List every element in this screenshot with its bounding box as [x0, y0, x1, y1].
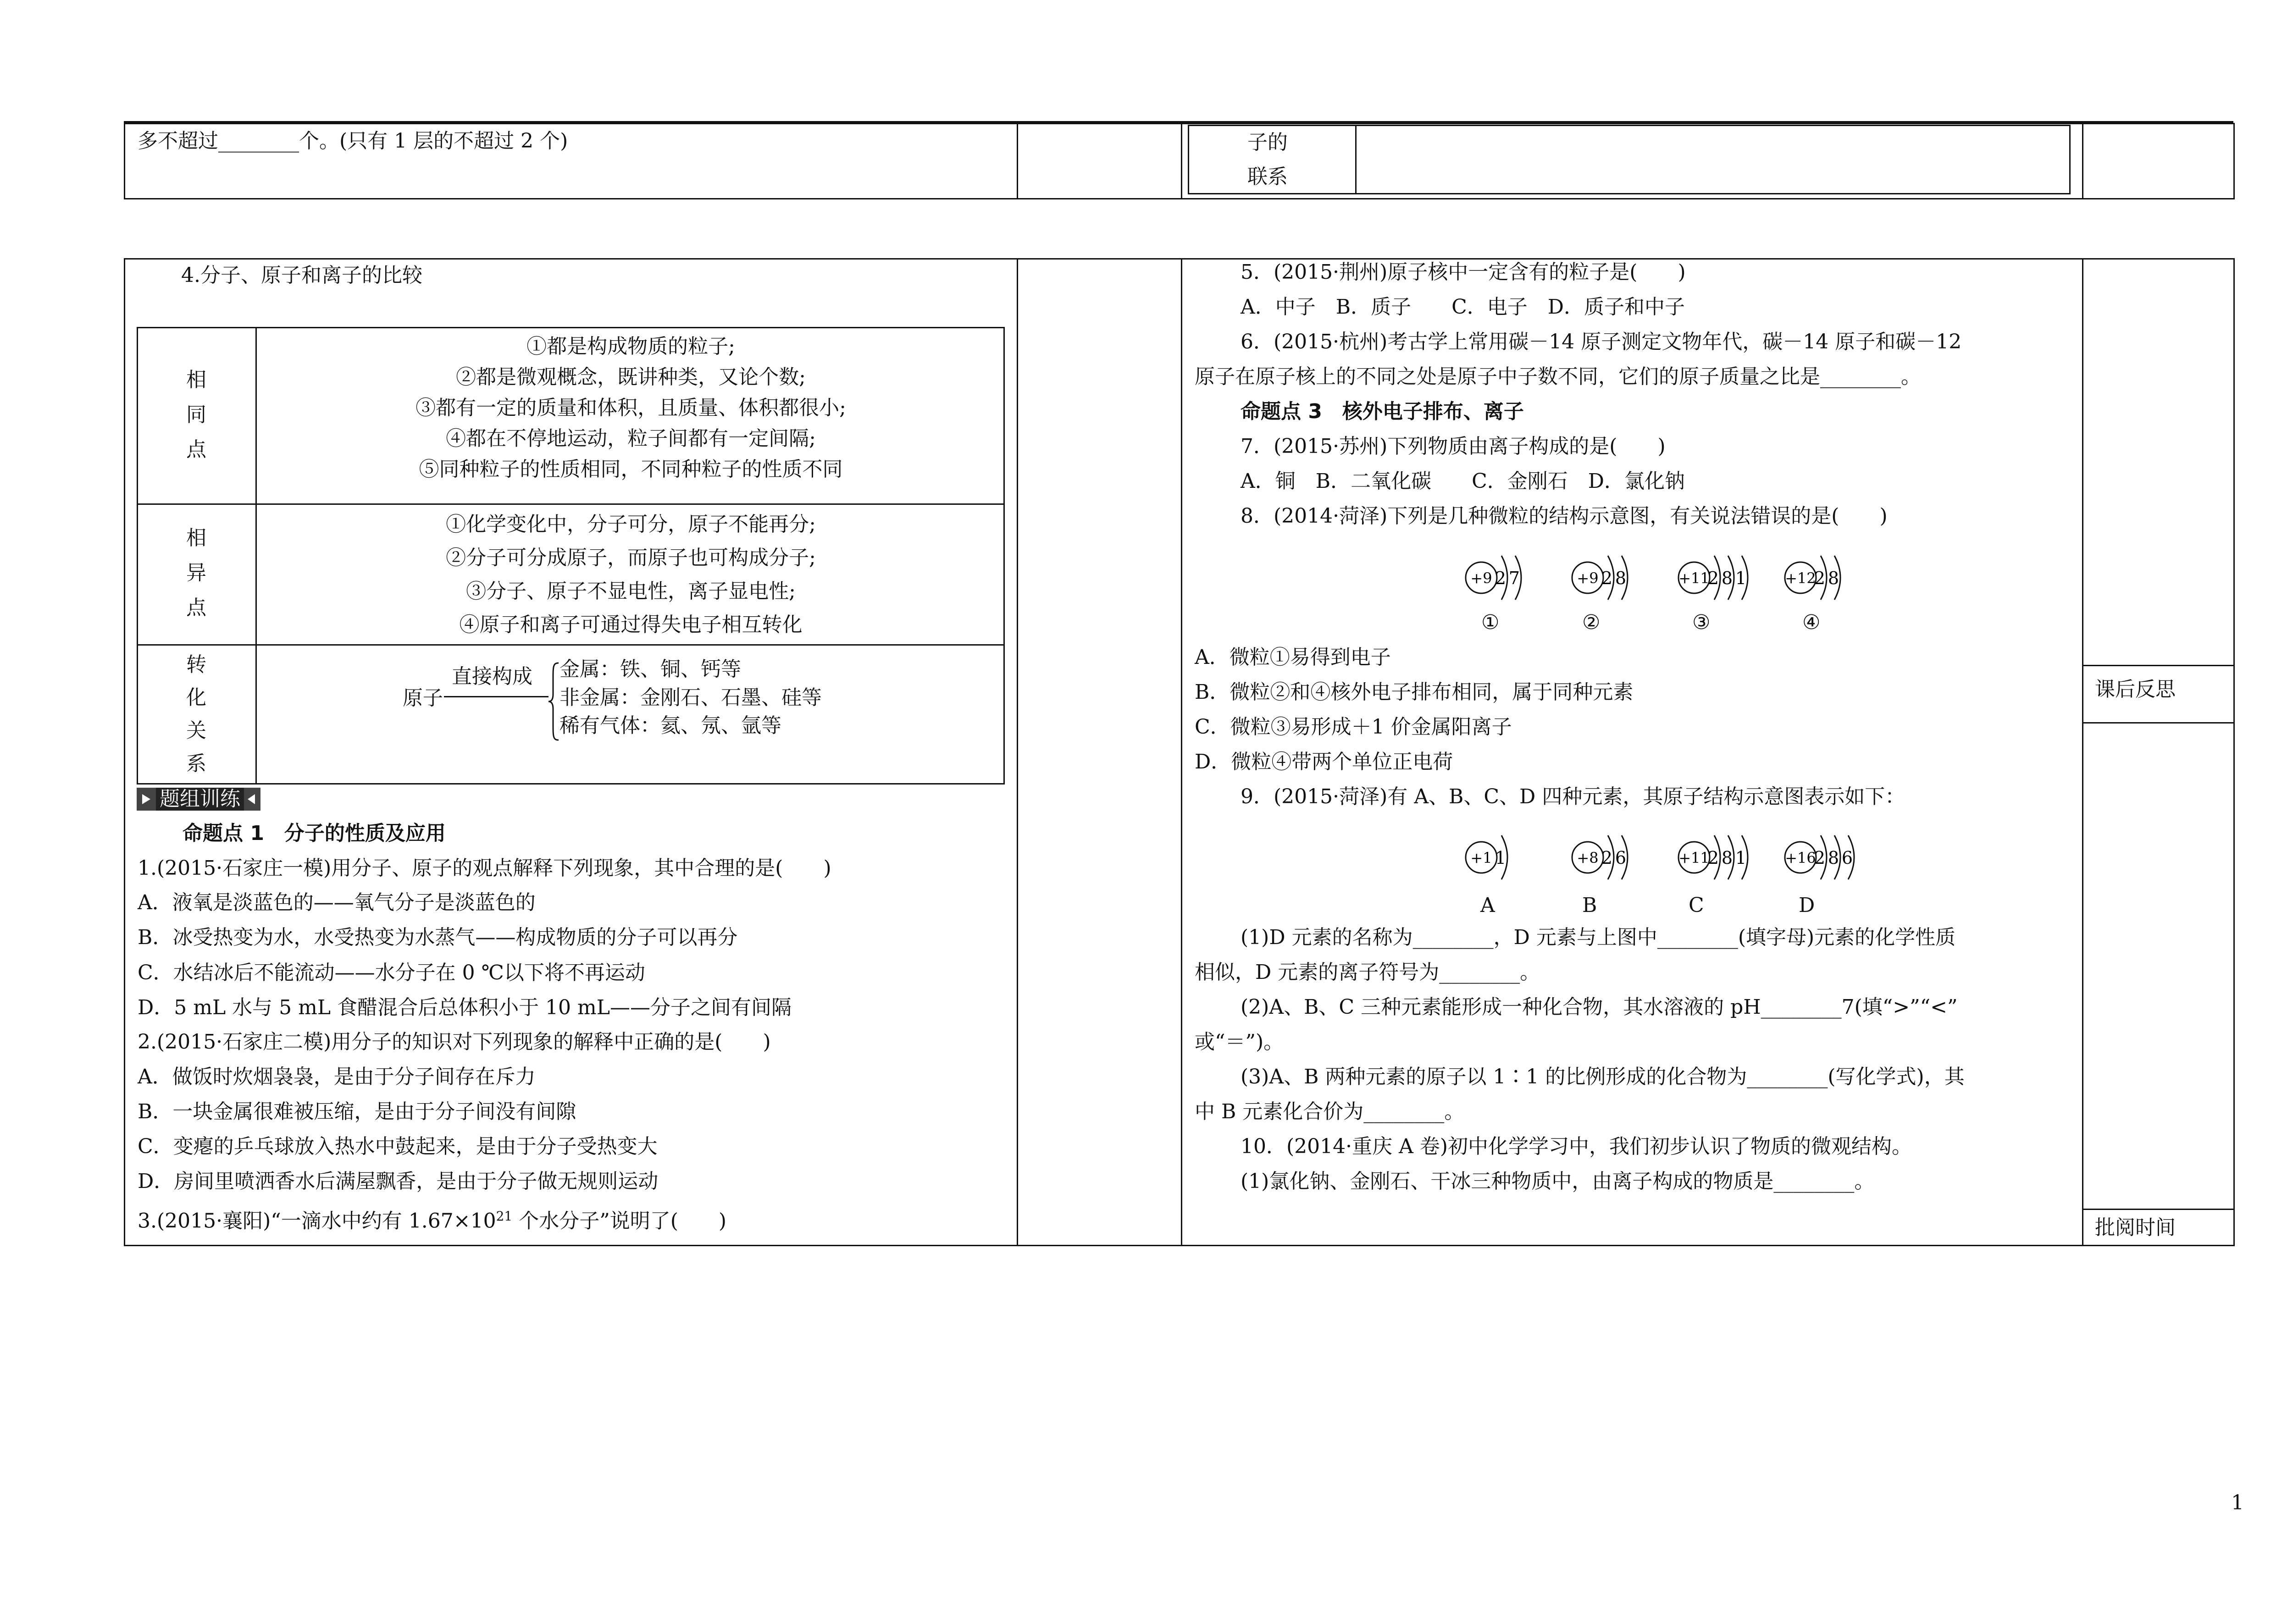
question-9-sub2-line2: 或“＝”)。	[1195, 1030, 1284, 1054]
question-2-option-c: C．变瘪的乒乓球放入热水中鼓起来，是由于分子受热变大	[138, 1135, 658, 1158]
q9-nucleus-charge-1: +1	[1470, 849, 1492, 867]
question-6-line-2: 原子在原子核上的不同之处是原子中子数不同，它们的原子质量之比是________。	[1195, 365, 1921, 388]
q9-nucleus-charge-3: +11	[1678, 849, 1710, 867]
q9-shell-electrons-4-2: 8	[1828, 848, 1839, 868]
q8-shell-electrons-3-2: 8	[1721, 568, 1733, 588]
question-7-stem: 7．(2015·苏州)下列物质由离子构成的是( )	[1241, 435, 1666, 458]
question-1-option-b: B．冰受热变为水，水受热变为水蒸气——构成物质的分子可以再分	[138, 926, 738, 949]
q8-particle-3	[1678, 556, 1748, 600]
page-number: 1	[2231, 1491, 2244, 1514]
q8-particle-4	[1785, 556, 1840, 600]
q9-particle-3	[1678, 835, 1748, 879]
q8-shell-electrons-3-1: 2	[1707, 568, 1719, 588]
topic-1-title: 命题点 1 分子的性质及应用	[183, 822, 446, 845]
q9-nucleus-charge-4: +16	[1785, 849, 1816, 867]
question-1-option-d: D．5 mL 水与 5 mL 食醋混合后总体积小于 10 mL——分子之间有间隔	[138, 996, 792, 1019]
row-same-lines: ①都是构成物质的粒子; ②都是微观概念，既讲种类，又论个数; ③都有一定的质量和体积，且质量、体积都很小; ④都在不停地运动，粒子间都有一定间隔; ⑤同种粒子的性质相同，不同种粒子的性质不同	[415, 335, 846, 481]
comparison-heading: 4.分子、原子和离子的比较	[181, 264, 422, 287]
section-tag	[137, 788, 260, 811]
q8-shell-electrons-4-2: 8	[1828, 568, 1839, 588]
diagram-brace	[547, 660, 560, 743]
q8-nucleus-charge-4: +12	[1785, 569, 1816, 587]
diagram-branch-metal: 金属：铁、铜、钙等	[559, 657, 741, 681]
link-label-2: 联系	[1247, 165, 1288, 188]
play-icon	[137, 788, 156, 811]
q8-shell-electrons-1-2: 7	[1508, 568, 1520, 588]
question-10-stem: 10．(2014·重庆 A 卷)初中化学学习中，我们初步认识了物质的微观结构。	[1241, 1135, 1912, 1158]
section-tag-label: 题组训练	[156, 788, 244, 811]
question-2-option-d: D．房间里喷洒香水后满屋飘香，是由于分子做无规则运动	[138, 1170, 659, 1193]
q8-nucleus-charge-1: +9	[1470, 569, 1492, 587]
q8-svg	[1458, 546, 1871, 610]
q8-label-3: ③	[1692, 611, 1711, 634]
row-label-diff: 相 异 点	[186, 526, 206, 619]
question-3-stem: 3.(2015·襄阳)“一滴水中约有 $1.67\times 10^{21}$ 个水分子”说明了( )	[138, 1209, 727, 1233]
q9-shell-electrons-3-3: 1	[1735, 848, 1747, 868]
q8-particle-2	[1572, 556, 1628, 600]
q8-label-2: ②	[1582, 611, 1601, 634]
q9-particle-2	[1572, 835, 1628, 879]
q9-nucleus-charge-2: +8	[1577, 849, 1599, 867]
question-2-option-a: A．做饭时炊烟袅袅，是由于分子间存在斥力	[138, 1065, 536, 1088]
question-8-option-c: C．微粒③易形成＋1 价金属阳离子	[1195, 715, 1512, 739]
diagram-arrow-label: 直接构成	[452, 665, 532, 688]
question-8-option-b: B．微粒②和④核外电子排布相同，属于同种元素	[1195, 680, 1634, 704]
q9-label-b: B	[1582, 894, 1597, 917]
question-9-sub2-line1: (2)A、B、C 三种元素能形成一种化合物，其水溶液的 pH________7(填“>”“<”	[1241, 995, 1958, 1019]
question-8-stem: 8．(2014·菏泽)下列是几种微粒的结构示意图，有关说法错误的是( )	[1241, 504, 1888, 528]
q9-shell-electrons-3-2: 8	[1721, 848, 1733, 868]
question-7-options: A．铜 B．二氧化碳 C．金刚石 D．氯化钠	[1241, 470, 1685, 493]
diagram-arrow-line	[444, 696, 548, 697]
question-9-sub1-line2: 相似，D 元素的离子符号为________。	[1195, 961, 1540, 984]
q9-svg	[1458, 825, 1871, 889]
q8-particle-1	[1466, 556, 1521, 600]
q8-nucleus-charge-3: +11	[1678, 569, 1710, 587]
question-10-sub1: (1)氯化钠、金刚石、干冰三种物质中，由离子构成的物质是________。	[1241, 1170, 1875, 1193]
row-label-transform: 转 化 关 系	[186, 653, 206, 775]
question-8-option-d: D．微粒④带两个单位正电荷	[1195, 750, 1453, 773]
q9-shell-electrons-3-1: 2	[1707, 848, 1719, 868]
back-arrow-icon	[244, 788, 260, 811]
review-time: 批阅时间	[2095, 1216, 2176, 1239]
question-2-option-b: B．一块金属很难被压缩，是由于分子间没有间隙	[138, 1100, 576, 1123]
question-9-sub1-line1: (1)D 元素的名称为________，D 元素与上图中________(填字母)元素的化学性质	[1241, 926, 1956, 949]
q9-particle-4	[1785, 835, 1854, 879]
q8-shell-electrons-4-1: 2	[1814, 568, 1826, 588]
top-table-bottom	[124, 198, 2233, 199]
question-6-line-1: 6．(2015·杭州)考古学上常用碳－14 原子测定文物年代，碳－14 原子和碳－12	[1241, 330, 1962, 354]
question-8-option-a: A．微粒①易得到电子	[1195, 646, 1391, 669]
q9-label-c: C	[1689, 894, 1704, 917]
after-class-reflection: 课后反思	[2095, 678, 2176, 701]
q9-particle-1	[1466, 835, 1507, 879]
q8-shell-electrons-2-1: 2	[1601, 568, 1613, 588]
q8-label-4: ④	[1802, 611, 1821, 634]
row-diff-lines: ①化学变化中，分子可分，原子不能再分; ②分子可分成原子，而原子也可构成分子; ③分子、原子不显电性，离子显电性; ④原子和离子可通过得失电子相互转化	[446, 513, 816, 636]
question-1-option-a: A．液氧是淡蓝色的——氧气分子是淡蓝色的	[138, 891, 536, 914]
q9-shell-electrons-1-1: 1	[1495, 848, 1507, 868]
question-9-sub3-line2: 中 B 元素化合价为________。	[1195, 1100, 1465, 1123]
q9-shell-electrons-4-1: 2	[1814, 848, 1826, 868]
diagram-start-atom: 原子	[403, 686, 443, 710]
question-1-stem: 1.(2015·石家庄一模)用分子、原子的观点解释下列现象，其中合理的是( )	[138, 856, 831, 880]
question-1-option-c: C．水结冰后不能流动——水分子在 0 ℃以下将不再运动	[138, 961, 645, 984]
q9-shell-electrons-4-3: 6	[1841, 848, 1853, 868]
inner-link-box	[1188, 125, 2071, 194]
top-table-top	[124, 123, 2233, 124]
q8-label-1: ①	[1481, 611, 1500, 634]
question-9-stem: 9．(2015·菏泽)有 A、B、C、D 四种元素，其原子结构示意图表示如下：	[1241, 785, 1905, 808]
q9-label-d: D	[1799, 894, 1815, 917]
question-5-stem: 5．(2015·荆州)原子核中一定含有的粒子是( )	[1241, 260, 1686, 284]
topic-3-title: 命题点 3 核外电子排布、离子	[1241, 400, 1524, 423]
q8-nucleus-charge-2: +9	[1577, 569, 1599, 587]
link-label-1: 子的	[1247, 131, 1288, 154]
question-9-sub3-line1: (3)A、B 两种元素的原子以 1∶1 的比例形成的化合物为________(写化学式)，其	[1241, 1065, 1965, 1088]
q9-shell-electrons-2-1: 2	[1601, 848, 1613, 868]
q8-shell-electrons-2-2: 8	[1615, 568, 1627, 588]
q8-shell-electrons-3-3: 1	[1735, 568, 1747, 588]
diagram-branch-nonmetal: 非金属：金刚石、石墨、硅等	[559, 686, 822, 709]
question-5-options: A．中子 B．质子 C．电子 D．质子和中子	[1241, 295, 1685, 319]
question-2-stem: 2.(2015·石家庄二模)用分子的知识对下列现象的解释中正确的是( )	[138, 1030, 771, 1054]
row-label-same: 相 同 点	[186, 368, 206, 461]
q9-shell-electrons-2-2: 6	[1615, 848, 1627, 868]
q8-shell-electrons-1-1: 2	[1495, 568, 1507, 588]
shell-rule-text: 多不超过________个。(只有 1 层的不超过 2 个)	[138, 129, 568, 153]
q9-label-a: A	[1480, 894, 1495, 917]
diagram-branch-noble: 稀有气体：氦、氖、氩等	[559, 714, 781, 737]
